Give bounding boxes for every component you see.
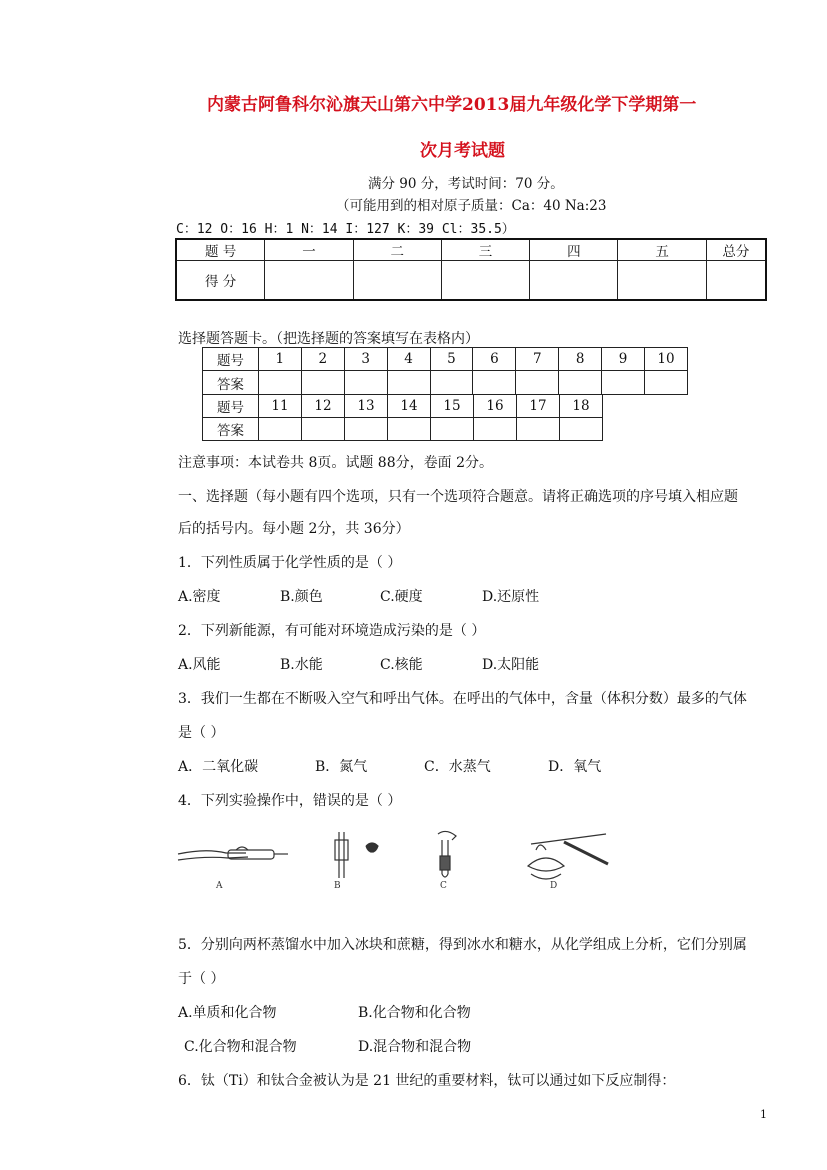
answer-card-label: 题号 xyxy=(203,348,259,371)
answer-cell[interactable] xyxy=(345,418,388,441)
section1-intro-line2: 后的括号内。每小题 2分，共 36分） xyxy=(178,521,410,537)
score-header: 三 xyxy=(441,239,529,261)
score-header: 二 xyxy=(353,239,441,261)
score-cell[interactable] xyxy=(441,261,529,300)
answer-cell[interactable] xyxy=(259,418,302,441)
question-number: 8 xyxy=(559,348,602,371)
score-cell[interactable] xyxy=(353,261,441,300)
answer-cell[interactable] xyxy=(430,371,473,395)
score-table xyxy=(175,238,767,301)
question-3-option-b: B．氮气 xyxy=(315,759,368,775)
title-line1: 内蒙古阿鲁科尔沁旗天山第六中学2013届九年级化学下学期第一 xyxy=(207,95,697,115)
answer-cell[interactable] xyxy=(431,418,474,441)
page-number: 1 xyxy=(760,1108,767,1121)
section1-intro-line1: 一、选择题（每小题有四个选项，只有一个选项符合题意。请将正确选项的序号填入相应题 xyxy=(178,489,738,505)
atomic-mass-line2: C：12 O：16 H：1 N：14 I：127 K：39 Cl：35.5） xyxy=(176,222,515,237)
question-5-option-d: D.混合物和混合物 xyxy=(358,1039,472,1055)
answer-cell[interactable] xyxy=(517,418,560,441)
figure-label-c: C xyxy=(440,881,447,891)
question-number: 18 xyxy=(560,395,603,418)
question-number: 13 xyxy=(345,395,388,418)
question-5-option-c: C.化合物和混合物 xyxy=(184,1039,297,1055)
score-cell[interactable] xyxy=(618,261,706,300)
figure-a-test-tube-icon xyxy=(178,847,288,860)
atomic-mass-line1: （可能用到的相对原子质量：Ca：40 Na:23 xyxy=(336,198,607,214)
score-row-label: 得 分 xyxy=(176,261,265,300)
question-number: 10 xyxy=(645,348,688,371)
answer-cell[interactable] xyxy=(258,371,301,395)
answer-card-label: 答案 xyxy=(203,418,259,441)
answer-cell[interactable] xyxy=(516,371,559,395)
answer-cell[interactable] xyxy=(344,371,387,395)
question-1-option-a: A.密度 xyxy=(178,589,221,605)
question-number: 7 xyxy=(516,348,559,371)
answer-card-top xyxy=(202,347,688,395)
answer-cell[interactable] xyxy=(474,418,517,441)
score-header: 一 xyxy=(265,239,353,261)
score-info: 满分 90 分，考试时间：70 分。 xyxy=(368,176,564,192)
question-3-stem-line1: 3．我们一生都在不断吸入空气和呼出气体。在呼出的气体中，含量（体积分数）最多的气体 xyxy=(178,691,747,707)
score-header: 五 xyxy=(618,239,706,261)
question-number: 16 xyxy=(474,395,517,418)
score-header: 题 号 xyxy=(176,239,265,261)
question-4-figure xyxy=(176,826,616,892)
question-5-option-b: B.化合物和化合物 xyxy=(358,1005,471,1021)
question-5-stem-line2: 于（ ） xyxy=(178,971,225,987)
question-number: 5 xyxy=(430,348,473,371)
question-number: 17 xyxy=(517,395,560,418)
answer-cell[interactable] xyxy=(560,418,603,441)
answer-cell[interactable] xyxy=(559,371,602,395)
question-2-option-d: D.太阳能 xyxy=(482,657,540,673)
answer-cell[interactable] xyxy=(387,371,430,395)
figure-d-alcohol-lamp-icon xyxy=(528,834,608,879)
question-3-stem-line2: 是（ ） xyxy=(178,725,225,741)
question-1-option-c: C.硬度 xyxy=(380,589,423,605)
answer-cell[interactable] xyxy=(302,418,345,441)
question-number: 11 xyxy=(259,395,302,418)
question-2-option-c: C.核能 xyxy=(380,657,423,673)
question-number: 2 xyxy=(301,348,344,371)
question-3-option-a: A．二氧化碳 xyxy=(178,759,259,775)
question-3-option-c: C．水蒸气 xyxy=(424,759,491,775)
score-cell[interactable] xyxy=(706,261,766,300)
question-number: 3 xyxy=(344,348,387,371)
figure-label-a: A xyxy=(216,881,223,891)
answer-cell[interactable] xyxy=(602,371,645,395)
question-number: 14 xyxy=(388,395,431,418)
answer-cell[interactable] xyxy=(388,418,431,441)
question-number: 1 xyxy=(258,348,301,371)
answer-cell[interactable] xyxy=(301,371,344,395)
question-number: 4 xyxy=(387,348,430,371)
score-header: 总分 xyxy=(706,239,766,261)
answer-card-bottom xyxy=(202,394,603,441)
question-number: 6 xyxy=(473,348,516,371)
score-cell[interactable] xyxy=(530,261,618,300)
figure-c-test-tube-icon xyxy=(438,831,456,877)
question-1-option-b: B.颜色 xyxy=(280,589,323,605)
answer-cell[interactable] xyxy=(473,371,516,395)
title-line2: 次月考试题 xyxy=(420,141,505,161)
question-5-option-a: A.单质和化合物 xyxy=(178,1005,277,1021)
question-6-stem: 6．钛（Ti）和钛合金被认为是 21 世纪的重要材料，钛可以通过如下反应制得： xyxy=(178,1073,676,1089)
answer-card-label: 题号 xyxy=(203,395,259,418)
answer-card-label: 答案 xyxy=(203,371,259,395)
notice: 注意事项：本试卷共 8页。试题 88分，卷面 2分。 xyxy=(178,455,493,471)
figure-label-b: B xyxy=(334,881,341,891)
question-1-option-d: D.还原性 xyxy=(482,589,540,605)
answer-card-caption: 选择题答题卡。（把选择题的答案填写在表格内） xyxy=(178,331,479,347)
question-2-option-a: A.风能 xyxy=(178,657,221,673)
figure-label-d: D xyxy=(550,881,558,891)
figure-b-dropper-icon xyxy=(335,832,378,878)
question-number: 15 xyxy=(431,395,474,418)
question-1-stem: 1．下列性质属于化学性质的是（ ） xyxy=(178,555,402,571)
question-4-stem: 4．下列实验操作中，错误的是（ ） xyxy=(178,793,402,809)
question-3-option-d: D．氧气 xyxy=(548,759,602,775)
question-2-stem: 2．下列新能源，有可能对环境造成污染的是（ ） xyxy=(178,623,486,639)
score-cell[interactable] xyxy=(265,261,353,300)
question-number: 12 xyxy=(302,395,345,418)
answer-cell[interactable] xyxy=(645,371,688,395)
question-number: 9 xyxy=(602,348,645,371)
question-2-option-b: B.水能 xyxy=(280,657,323,673)
question-5-stem-line1: 5．分别向两杯蒸馏水中加入冰块和蔗糖，得到冰水和糖水，从化学组成上分析，它们分别属 xyxy=(178,937,747,953)
score-header: 四 xyxy=(530,239,618,261)
